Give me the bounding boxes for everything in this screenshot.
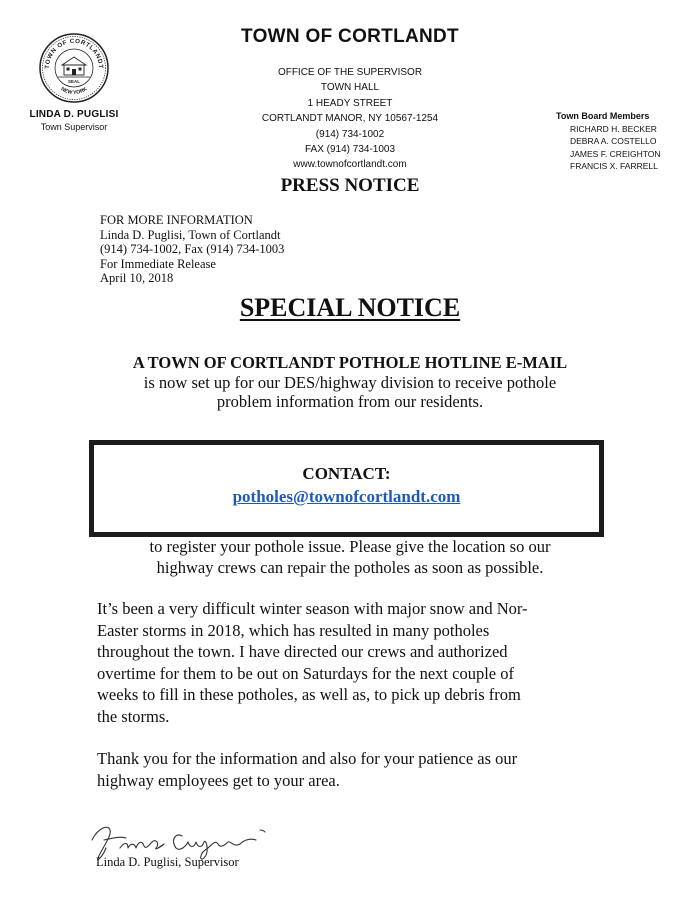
more-information-block bbox=[100, 213, 400, 286]
phone-line: (914) 734-1002 bbox=[315, 128, 385, 140]
paragraph-line: weeks to fill in these potholes, as well as, to pick up debris from bbox=[97, 685, 521, 705]
board-member: RICHARD H. BECKER bbox=[570, 123, 657, 134]
register-line: to register your pothole issue. Please give the location so our bbox=[149, 537, 551, 556]
seal-center-text: SEAL bbox=[67, 79, 81, 84]
address-line: CORTLANDT MANOR, NY 10567-1254 bbox=[261, 113, 439, 125]
paragraph-line: highway employees get to your area. bbox=[97, 770, 340, 790]
release-date: April 10, 2018 bbox=[100, 271, 174, 286]
info-line: For Immediate Release bbox=[100, 256, 216, 271]
paragraph-line: overtime for them to be out on Saturdays for the next couple of bbox=[97, 663, 514, 683]
website-line: www.townofcortlandt.com bbox=[293, 159, 407, 171]
fax-line: FAX (914) 734-1003 bbox=[304, 144, 396, 156]
address-line: OFFICE OF THE SUPERVISOR bbox=[277, 67, 423, 78]
register-line: highway crews can repair the potholes as soon as possible. bbox=[156, 558, 544, 577]
seal-bottom-text: NEW YORK bbox=[59, 86, 89, 97]
paragraph-line: Easter storms in 2018, which has resulted in many potholes bbox=[97, 620, 490, 640]
town-name-heading: TOWN OF CORTLANDT bbox=[241, 26, 459, 47]
paragraph-line: Thank you for the information and also for your patience as our bbox=[97, 749, 518, 768]
hotline-headline: A TOWN OF CORTLANDT POTHOLE HOTLINE E-MAIL bbox=[132, 353, 568, 372]
address-line: 1 HEADY STREET bbox=[307, 97, 393, 109]
supervisor-name: LINDA D. PUGLISI bbox=[29, 109, 119, 120]
contact-box bbox=[89, 440, 604, 537]
register-instructions bbox=[60, 536, 640, 578]
paragraph-line: the storms. bbox=[97, 706, 170, 726]
hotline-line: problem information from our residents. bbox=[216, 392, 484, 411]
paragraph-line: throughout the town. I have directed our crews and authorized bbox=[97, 642, 508, 662]
info-line: Linda D. Puglisi, Town of Cortlandt bbox=[100, 227, 281, 242]
office-address-block bbox=[230, 65, 470, 173]
town-board-title: Town Board Members bbox=[556, 111, 650, 121]
address-line: TOWN HALL bbox=[320, 82, 380, 94]
info-line: FOR MORE INFORMATION bbox=[100, 213, 253, 227]
svg-text:NEW YORK bbox=[60, 86, 89, 96]
supervisor-title: Town Supervisor bbox=[40, 122, 108, 132]
town-seal-icon bbox=[38, 32, 110, 104]
signature-caption: Linda D. Puglisi, Supervisor bbox=[96, 855, 239, 869]
info-line: (914) 734-1002, Fax (914) 734-1003 bbox=[100, 242, 285, 257]
paragraph-line: It’s been a very difficult winter season with major snow and Nor- bbox=[97, 599, 528, 618]
contact-title: CONTACT: bbox=[302, 464, 391, 483]
special-notice-heading: SPECIAL NOTICE bbox=[239, 293, 461, 322]
town-board-list bbox=[556, 110, 680, 173]
board-member: DEBRA A. COSTELLO bbox=[570, 136, 657, 147]
thank-you-paragraph bbox=[97, 748, 607, 791]
svg-text:TOWN OF CORTLANDT bbox=[44, 38, 104, 69]
hotline-announcement bbox=[60, 353, 640, 412]
contact-email-link[interactable]: potholes@townofcortlandt.com bbox=[232, 487, 461, 506]
board-member: JAMES F. CREIGHTON bbox=[570, 148, 661, 159]
seal-top-text: TOWN OF CORTLANDT bbox=[43, 37, 105, 69]
hotline-line: is now set up for our DES/highway division to receive pothole bbox=[143, 372, 557, 392]
press-notice-heading: PRESS NOTICE bbox=[280, 175, 420, 196]
board-member: FRANCIS X. FARRELL bbox=[570, 161, 658, 172]
winter-season-paragraph bbox=[97, 598, 607, 728]
